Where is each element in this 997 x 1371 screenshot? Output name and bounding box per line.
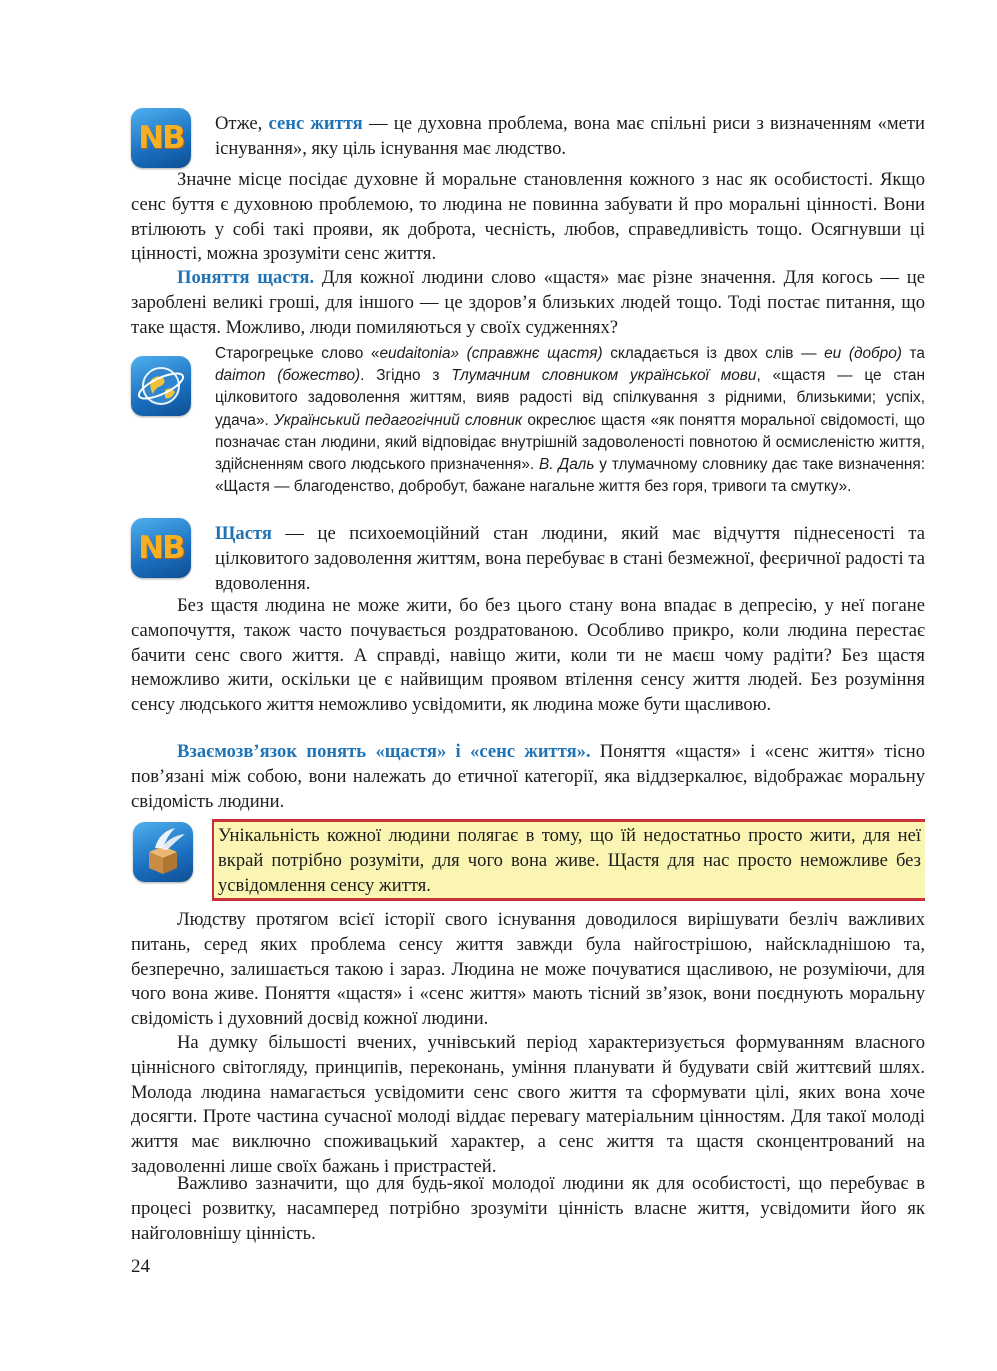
key-idea-highlight: Унікальність кожної людини полягає в тому, що їй недостатньо просто жити, для неї вкрай потрібно розуміти, для чого вона живе. Щастя для нас просто неможливе без усвідомлення сенсу життя. xyxy=(212,819,925,901)
nb-note-icon: NB xyxy=(131,108,191,168)
feather-box-icon xyxy=(133,822,193,882)
paragraph-relationship: Взаємозв’язок понять «щастя» і «сенс життя». Поняття «щастя» і «сенс життя» тісно пов’язані між собою, вони належать до етичної категорії, яка віддзеркалює, відображає моральну свідомість людини. xyxy=(131,741,925,812)
term-sense-of-life: сенс життя xyxy=(268,113,363,134)
feather-box-graphic xyxy=(133,822,193,882)
heading-relationship: Взаємозв’язок понять «щастя» і «сенс життя». xyxy=(177,741,591,762)
term-happiness: Щастя xyxy=(215,523,272,544)
paragraph-moral-values: Значне місце посідає духовне й моральне становлення кожного з нас як особистості. Якщо сенс буття є духовною проблемою, то людина не повинна забувати й про моральні цінності. Вони втілюють у собі такі прояви, як доброта, чесність, любов, справедливість тощо. Осягнувши ці цінності, можна зрозуміти сенс життя. xyxy=(131,169,925,265)
happiness-definition-note: Щастя — це психоемоційний стан людини, який має відчуття піднесеності та цілковитого задоволення життям, вона перебуває в стані безмежної, феєричної радості та вдоволення. xyxy=(215,523,925,594)
highlight-left-edge xyxy=(212,822,214,898)
page-number: 24 xyxy=(131,1256,150,1277)
paragraph-youth: На думку більшості вчених, учнівський період характеризується формуванням власного ціннісного світогляду, принципів, переконань, уміння планувати й будувати свій життєвий шлях. Молода людина намагається усвідомити сенс свого життя та сформувати цілі, яких вона хоче досягти. Проте частина сучасної молоді віддає перевагу матеріальним цінностям. Для такої молоді життя має виключно споживацький характер, а сенс життя та щастя сконцентрований на задоволенні лише своїх бажань і пристрастей. xyxy=(131,1032,925,1177)
globe-icon-graphic xyxy=(131,356,191,416)
heading-concept-happiness: Поняття щастя. xyxy=(177,267,315,288)
globe-icon xyxy=(131,356,191,416)
paragraph-history: Людству протягом всієї історії свого існування доводилося вирішувати безліч важливих питань, серед яких проблема сенсу життя завжди була найгострішою, найскладнішою та, безперечно, залишається такою і зараз. Людина не може почуватися щасливою, не розуміючи, для чого вона живе. Поняття «щастя» і «сенс життя» мають тісний зв’язок, вони поєднують моральну свідомість і духовний досвід кожної людини. xyxy=(131,909,925,1030)
etymology-info-box: Старогрецьке слово «eudaitonia» (справжнє щастя) складається із двох слів — eu (добро) та daimon (божество). Згідно з Тлумачним словником української мови, «щастя — це стан цілковитого задоволення життям, вияв радості від спілкування з рідними, близькими; успіх, удача». Український педагогічний словник окреслює щастя «як поняття моральної свідомості, що позначає стан людини, який відповідає внутрішній задоволеності повнотою й осмисленістю життя, здійсненням свого людського призначення». В. Даль у тлумачному словнику дає таке визначення: «Щастя — благоденство, добробут, бажане нагальне життя без горя, тривоги та смутку». xyxy=(215,345,925,496)
paragraph-concept-happiness: Поняття щастя. Для кожної людини слово «щастя» має різне значення. Для когось — це зароблені великі гроші, для іншого — це здоров’я близьких людей тощо. Тоді постає питання, що таке щастя. Можливо, люди помиляються у своїх судженнях? xyxy=(131,267,926,338)
nb-note-icon: NB xyxy=(131,518,191,578)
sense-of-life-note: Отже, сенс життя — це духовна проблема, вона має спільні риси з визначенням «мети існування», яку ціль існування має людство. xyxy=(215,113,926,159)
paragraph-conclusion: Важливо зазначити, що для будь-якої молодої людини як для особистості, що перебуває в процесі розвитку, насамперед потрібно зрозуміти цінність власне життя, усвідомити його як найголовнішу цінність. xyxy=(131,1173,925,1244)
paragraph-without-happiness: Без щастя людина не може жити, бо без цього стану вона впадає в депресію, у неї погане самопочуття, також часто почувається роздратованою. Особливо прикро, коли людина перестає бачити сенс свого життя. А справді, навіщо жити, коли ти не маєш чому радіти? Без щастя неможливо жити, оскільки це є найвищим проявом втілення сенсу життя людей. Без розуміння сенсу людського життя неможливо усвідомити, як людина може бути щасливою. xyxy=(131,595,925,716)
